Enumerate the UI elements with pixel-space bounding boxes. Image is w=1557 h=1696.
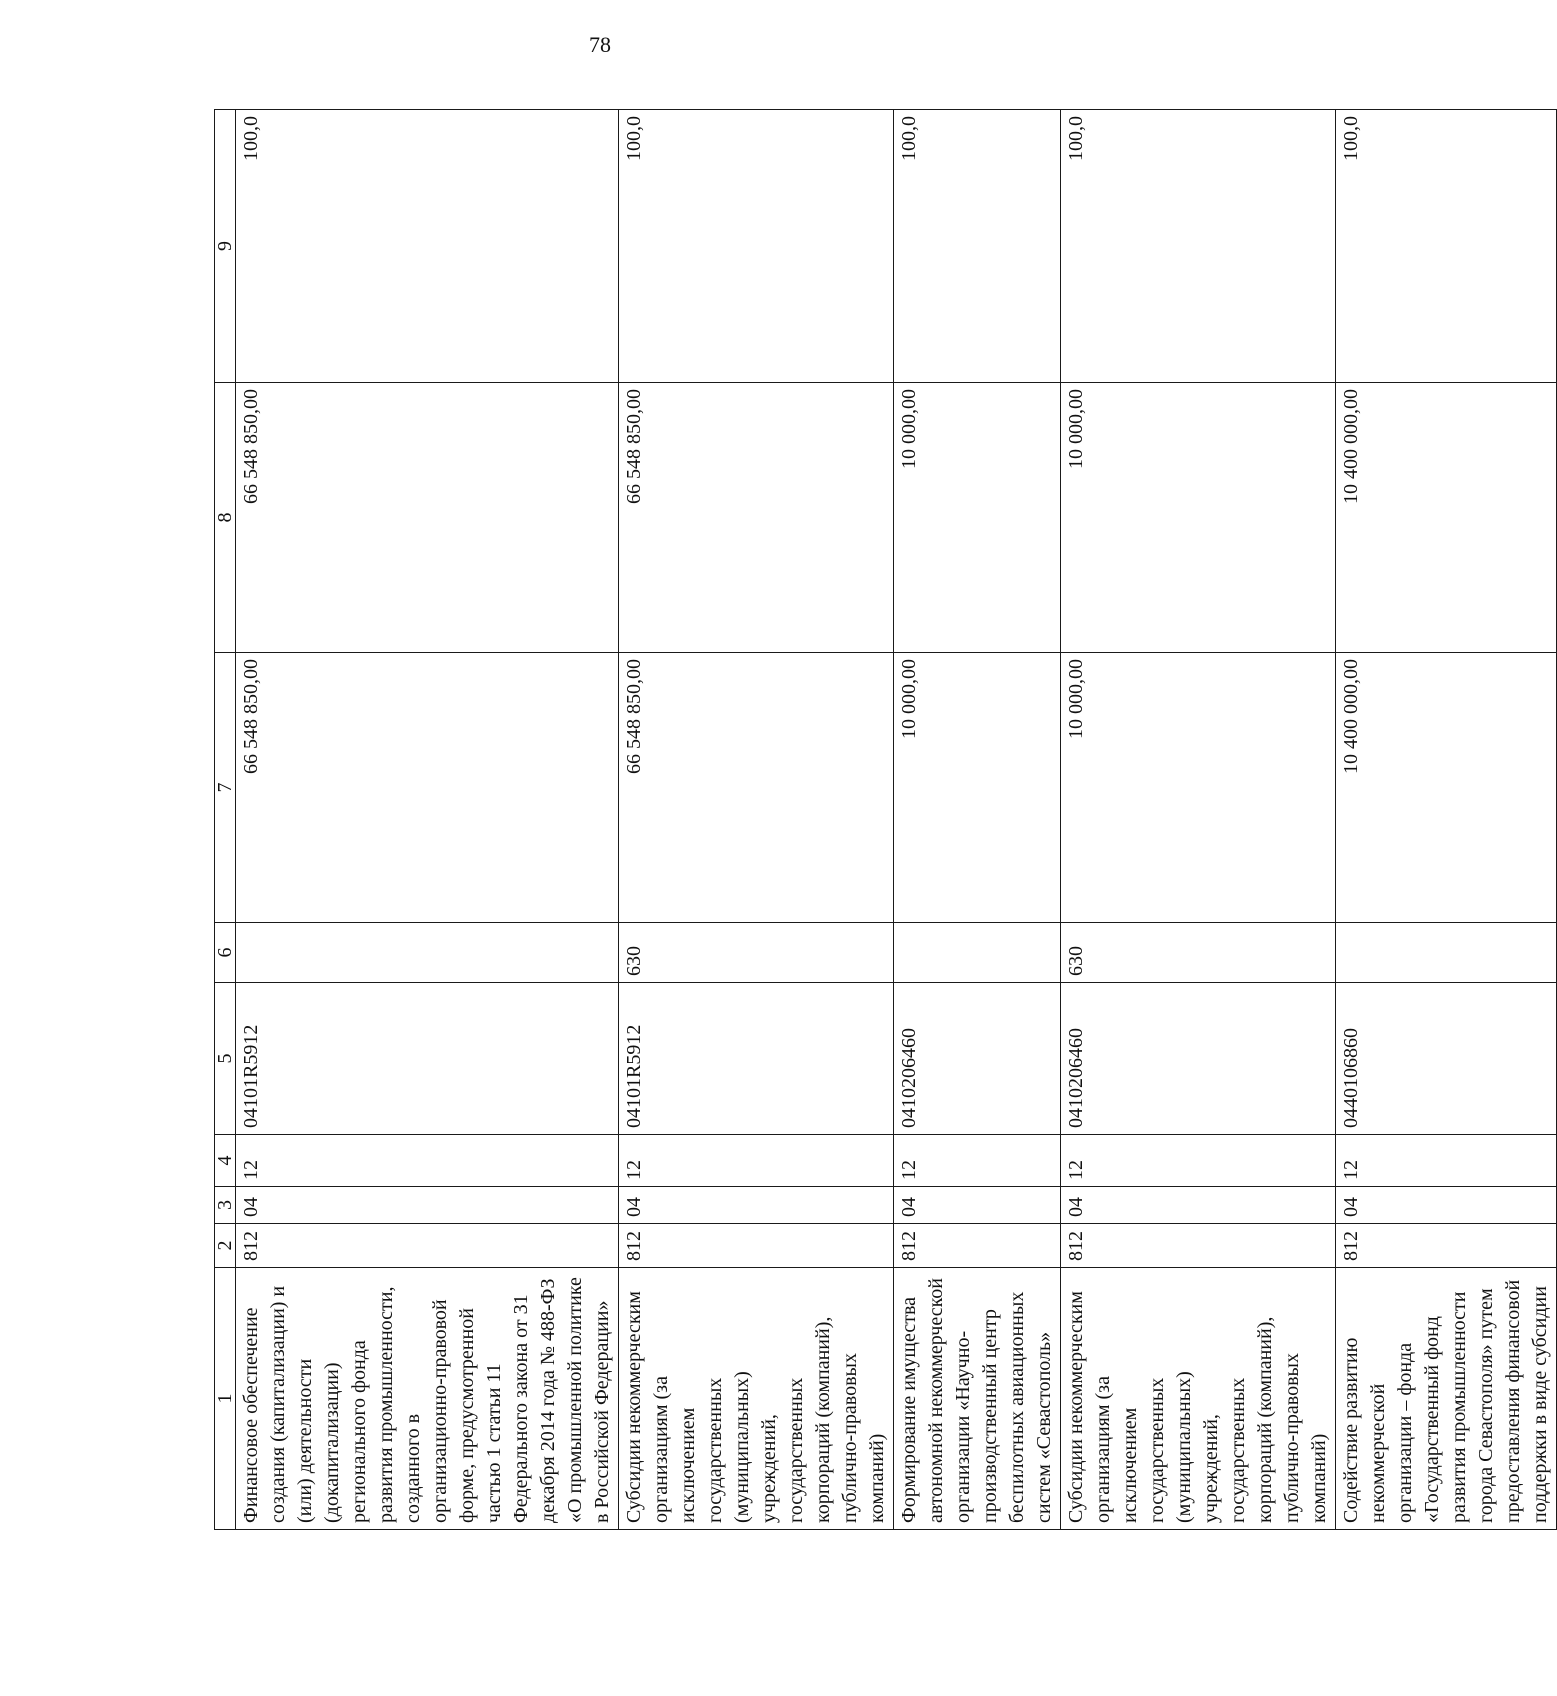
cell-ministry-code: 812 <box>619 1224 894 1268</box>
cell-ministry-code: 812 <box>894 1224 1061 1268</box>
cell-ministry-code: 812 <box>1061 1224 1336 1268</box>
column-header-7: 7 <box>215 653 236 923</box>
cell-actual-amount: 10 400 000,00 <box>1336 383 1557 653</box>
cell-percent: 100,0 <box>236 110 619 383</box>
header-row <box>215 110 236 1530</box>
cell-subsection: 12 <box>236 1135 619 1187</box>
cell-expense-type <box>1336 923 1557 983</box>
cell-subsection: 12 <box>1336 1135 1557 1187</box>
cell-section: 04 <box>619 1187 894 1224</box>
column-header-4: 4 <box>215 1135 236 1187</box>
cell-description: Содействие развитию некоммерческой организации – фонда «Государственный фонд развития промышленности города Севастополя» путем предоставления финансовой поддержки в виде субсидии <box>1336 1268 1557 1530</box>
table-row <box>619 110 894 1530</box>
table-row <box>1336 110 1557 1530</box>
cell-subsection: 12 <box>894 1135 1061 1187</box>
cell-planned-amount: 10 000,00 <box>1061 653 1336 923</box>
cell-expense-type <box>236 923 619 983</box>
cell-description: Формирование имущества автономной некоммерческой организации «Научно-производственный центр беспилотных авиационных систем «Севастополь» <box>894 1268 1061 1530</box>
cell-section: 04 <box>1061 1187 1336 1224</box>
cell-ministry-code: 812 <box>1336 1224 1557 1268</box>
cell-description: Субсидии некоммерческим организациям (за исключением государственных (муниципальных) учреждений, государственных корпораций (компаний), публично-правовых компаний) <box>1061 1268 1336 1530</box>
cell-expense-type <box>894 923 1061 983</box>
cell-subsection: 12 <box>1061 1135 1336 1187</box>
rotated-table-wrapper <box>214 110 1551 1530</box>
cell-planned-amount: 10 400 000,00 <box>1336 653 1557 923</box>
cell-description: Субсидии некоммерческим организациям (за исключением государственных (муниципальных) учреждений, государственных корпораций (компаний), публично-правовых компаний) <box>619 1268 894 1530</box>
cell-target-article: 04101R5912 <box>236 983 619 1135</box>
table-row <box>894 110 1061 1530</box>
page-number: 78 <box>589 32 611 57</box>
column-header-2: 2 <box>215 1224 236 1268</box>
cell-target-article: 04101R5912 <box>619 983 894 1135</box>
cell-actual-amount: 66 548 850,00 <box>619 383 894 653</box>
cell-percent: 100,0 <box>1336 110 1557 383</box>
column-header-8: 8 <box>215 383 236 653</box>
cell-planned-amount: 66 548 850,00 <box>619 653 894 923</box>
cell-percent: 100,0 <box>1061 110 1336 383</box>
cell-planned-amount: 66 548 850,00 <box>236 653 619 923</box>
budget-table <box>214 109 1557 1530</box>
table-row <box>1061 110 1336 1530</box>
cell-target-article: 0410206460 <box>894 983 1061 1135</box>
cell-percent: 100,0 <box>619 110 894 383</box>
column-header-5: 5 <box>215 983 236 1135</box>
column-header-9: 9 <box>215 110 236 383</box>
column-header-6: 6 <box>215 923 236 983</box>
table-row <box>236 110 619 1530</box>
column-header-3: 3 <box>215 1187 236 1224</box>
cell-section: 04 <box>1336 1187 1557 1224</box>
cell-actual-amount: 10 000,00 <box>1061 383 1336 653</box>
cell-target-article: 0410206460 <box>1061 983 1336 1135</box>
cell-expense-type: 630 <box>619 923 894 983</box>
cell-subsection: 12 <box>619 1135 894 1187</box>
cell-actual-amount: 10 000,00 <box>894 383 1061 653</box>
cell-target-article: 0440106860 <box>1336 983 1557 1135</box>
cell-ministry-code: 812 <box>236 1224 619 1268</box>
cell-section: 04 <box>894 1187 1061 1224</box>
cell-planned-amount: 10 000,00 <box>894 653 1061 923</box>
cell-expense-type: 630 <box>1061 923 1336 983</box>
cell-actual-amount: 66 548 850,00 <box>236 383 619 653</box>
column-header-1: 1 <box>215 1268 236 1530</box>
cell-percent: 100,0 <box>894 110 1061 383</box>
cell-description: Финансовое обеспечение создания (капитализации) и (или) деятельности (докапитализации) регионального фонда развития промышленности, созданного в организационно-правовой форме, предусмотренной частью 1 статьи 11 Федерального закона от 31 декабря 2014 года № 488-ФЗ «О промышленной политике в Российской Федерации» <box>236 1268 619 1530</box>
cell-section: 04 <box>236 1187 619 1224</box>
